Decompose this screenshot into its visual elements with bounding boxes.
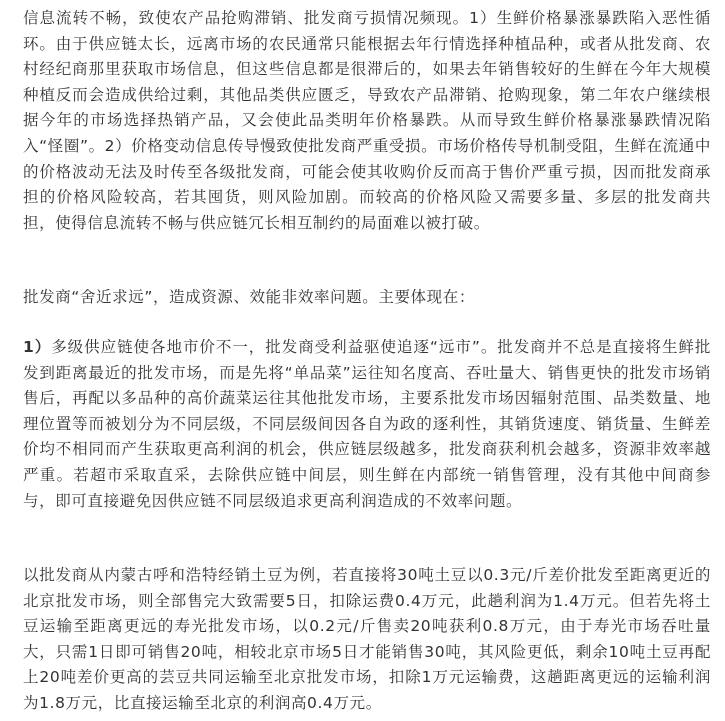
paragraph-information-flow: 信息流转不畅，致使农产品抢购滞销、批发商亏损情况频现。1）生鲜价格暴涨暴跌陷入恶性循环。由于供应链太长，远离市场的农民通常只能根据去年行情选择种植品种，或者从批发商、农村经纪商那里获取市场信息，但这些信息都是很滞后的，如果去年销售较好的生鲜在今年大规模种植反而会造成供给过剩，其他品类供应匮乏，导致农产品滞销、抢购现象，第二年农户继续根据今年的市场选择热销产品，又会使此品类明年价格暴跌。从而导致生鲜价格暴涨暴跌情况陷入“怪圈”。2）价格变动信息传导慢致使批发商严重受损。市场价格传导机制受阻，生鲜在流通中的价格波动无法及时传至各级批发商，可能会使其收购价反而高于售价严重亏损，因而批发商承担的价格风险较高，若其囤货，则风险加剧。而较高的价格风险又需要多量、多层的批发商共担，使得信息流转不畅与供应链冗长相互制约的局面难以被打破。 xyxy=(23,9,711,232)
paragraph-distant-market-intro: 批发商“舍近求远”，造成资源、效能非效率问题。主要体现在： xyxy=(23,288,475,306)
paragraph-multilevel-supply-chain-text: 多级供应链使各地市价不一，批发商受利益驱使追逐“远市”。批发商并不总是直接将生鲜批发到距离最近的批发市场，而是先将“单品菜”运往知名度高、吞吐量大、销售更快的批发市场销售后，再配以多品种的高价蔬菜运往其他批发市场，主要系批发市场因辐射范围、品类数量、地理位置等而被划分为不同层级，不同层级间因各自为政的逐利性，其销货速度、销货量、生鲜差价均不相同而产生获取更高利润的机会，供应链层级越多，批发商获利机会越多，资源非效率越严重。若超市采取直采，去除供应链中间层，则生鲜在内部统一销售管理，没有其他中间商参与，即可直接避免因供应链不同层级追求更高利润造成的不效率问题。 xyxy=(23,338,711,510)
list-number: 1） xyxy=(23,338,52,356)
paragraph-potato-example: 以批发商从内蒙古呼和浩特经销土豆为例，若直接将30吨土豆以0.3元/斤差价批发至距离更近的北京批发市场，则全部售完大致需要5日，扣除运费0.4万元，此趟利润为1.4万元。但若先将土豆运输至距离更远的寿光批发市场，以0.2元/斤售卖20吨获利0.8万元，由于寿光市场吞吐量大，只需1日即可销售20吨，相较北京市场5日才能销售30吨，其风险更低，剩余10吨土豆再配上20吨差价更高的芸豆共同运输至北京批发市场，扣除1万元运输费，这趟距离更远的运输利润为1.8万元，比直接运输至北京的利润高0.4万元。 xyxy=(23,566,711,712)
paragraph-multilevel-supply-chain xyxy=(23,335,711,514)
